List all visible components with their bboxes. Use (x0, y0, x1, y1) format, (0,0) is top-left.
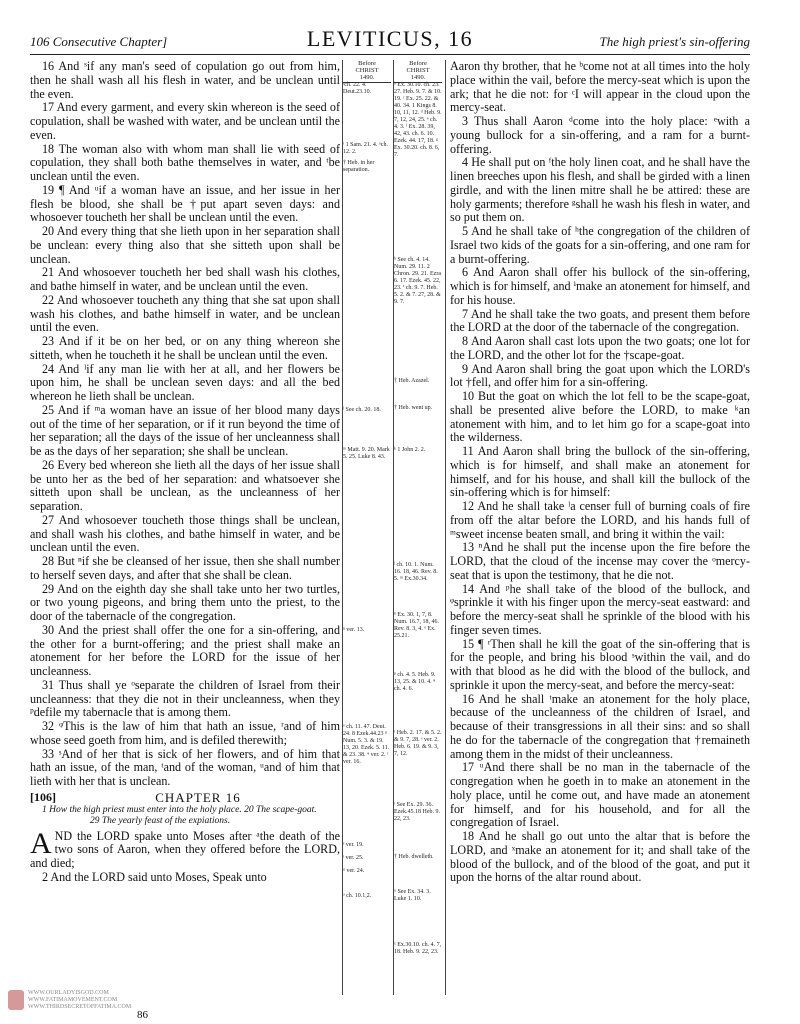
margin-reference: ᵒ ch. 11. 47. Deut. 24. 8 Ezek.44.23 ᵖ Num. 5. 3. & 19. 13, 20. Ezek. 5. 11. & 23. 38. ᵠ ver. 2. ʳ ver. 16. (343, 724, 390, 765)
verse: 17 And every garment, and every skin whereon is the seed of copulation, shall be washed with water, and be unclean until the even. (30, 100, 340, 142)
verse: 29 And on the eighth day she shall take unto her two turtles, or two young pigeons, and bring them unto the priest, to the door of the tabernacle of the congregation. (30, 581, 340, 623)
chapter-consecutive-number: [106] (30, 790, 56, 804)
verse: 16 And he shall ᵗmake an atonement for the holy place, because of the uncleanness of the children of Israel, and because of their transgressions in all their sins: and so shall he do for the tabernacle of the congregation that †remaineth among them in the midst of their uncleanness. (450, 691, 750, 761)
verse: 22 And whosoever toucheth any thing that she sat upon shall wash his clothes, and bathe himself in water, and be unclean until the even. (30, 292, 340, 335)
header-chapter-count: 106 Consecutive Chapter] (30, 34, 168, 49)
verse: 9 And Aaron shall bring the goat upon which the LORD's lot †fell, and offer him for a sin-offering. (450, 361, 750, 390)
margin-references-left (343, 60, 391, 899)
chapter-summary-1: 1 How the high priest must enter into the holy place. 20 The scape-goat. (42, 804, 317, 815)
verse-1: ND the LORD spake unto Moses after ᵃthe death of the two sons of Aaron, when they offered before the LORD, and died; (30, 828, 340, 870)
verse: 6 And Aaron shall offer his bullock of the sin-offering, which is for himself, and ⁱmake an atonement for himself, and for his house. (450, 265, 750, 307)
margin-reference: ᵗ ver. 25. (343, 855, 364, 861)
margin-reference: ᵘ ver. 24. (343, 868, 365, 874)
margin-reference: † Heb. in her separation. (343, 160, 375, 173)
margin-date-header: Before CHRIST 1490. (343, 60, 391, 83)
book-title: LEVITICUS, 16 (306, 26, 474, 51)
verse: 27 And whosoever toucheth those things shall be unclean, and shall wash his clothes, and bathe himself in water, and be unclean until the even. (30, 512, 340, 555)
verse: 10 But the goat on which the lot fell to be the scape-goat, shall be presented alive before the LORD, to make ᵏan atonement with him, and to let him go for a scape-goat into the wilderness. (450, 389, 750, 445)
margin-reference: ˣ Ex.30.10. ch. 4. 7, 18. Heb. 9. 22, 23. (394, 942, 442, 955)
page-number: 86 (137, 1009, 148, 1021)
verse: 8 And Aaron shall cast lots upon the two goats; one lot for the LORD, and the other lot for the †scape-goat. (450, 334, 750, 362)
verse: 28 But ⁿif she be cleansed of her issue, then she shall number to herself seven days, and after that she shall be clean. (30, 554, 340, 582)
verse: 32 ᵠThis is the law of him that hath an issue, ʳand of him whose seed goeth from him, and is defiled therewith; (30, 719, 340, 747)
left-text-column (30, 60, 340, 885)
verse: 14 And ᵖhe shall take of the blood of the bullock, and ᵠsprinkle it with his finger upon the mercy-seat eastward: and before the mercy-seat shall he sprinkle of the blood with his finger seven times. (450, 581, 750, 637)
margin-reference: ʰ See ch. 4. 14. Num. 29. 11. 2 Chron. 29. 21. Ezra 6. 17. Ezek. 45. 22, 23. ⁱ ch. 9. 7. Heb. 5. 2. & 7. 27, 28. & 9. 7. (394, 257, 441, 305)
verse: 30 And the priest shall offer the one for a sin-offering, and the other for a burnt-offering; and the priest shall make an atonement for her before the LORD for the issue of her uncleanness. (30, 622, 340, 678)
verse: 4 He shall put on ᶠthe holy linen coat, and he shall have the linen breeches upon his flesh, and shall be girded with a linen girdle, and with the linen mitre shall he be attired: these are holy garments; therefore ᵍshall he wash his flesh in water, and so put them on. (450, 155, 750, 225)
margin-reference: ᵇ Ex. 30.10. ch. 23. 27. Heb. 9. 7. & 10. 19. ᶜ Ex. 25. 22. & 40. 34. 1 Kings 8. 10, 11, 12. ᵈ Heb. 9. 7, 12, 24, 25. ᵉ ch. 4. 3. ᶠ Ex. 28. 39, 42, 43. ch. 6. 10. Ezek. 44. 17, 18. ᵍ Ex. 30.20. ch. 8. 6, 7. (394, 82, 442, 158)
margin-date-header: Before CHRIST 1490. (394, 60, 442, 83)
verse: 23 And if it be on her bed, or on any thing whereon she sitteth, when he toucheth it he shall be unclean until the even. (30, 334, 340, 362)
verse: 16 And ˢif any man's seed of copulation go out from him, then he shall wash all his flesh in water, and be unclean until the even. (30, 59, 340, 101)
verse: 18 The woman also with whom man shall lie with seed of copulation, they shall both bathe themselves in water, and ᵗbe unclean until the even. (30, 141, 340, 183)
verse: 11 And Aaron shall bring the bullock of the sin-offering, which is for himself, and shall make an atonement for himself, and for his house, and shall kill the bullock of the sin-offering which is for himself: (450, 444, 750, 500)
margin-reference: † Heb. went up. (394, 405, 433, 411)
verse: 18 And he shall go out unto the altar that is before the LORD, and ˣmake an atonement for it; and shall take of the blood of the bullock, and of the blood of the goat, and put it upon the horns of the altar round about. (450, 829, 750, 885)
verse: 26 Every bed whereon she lieth all the days of her issue shall be unto her as the bed of her separation: and whatsoever she sitteth upon shall be unclean, as the uncleanness of her separation. (30, 457, 340, 513)
chapter-title: CHAPTER 16 (155, 790, 241, 805)
margin-reference: ˡ ch. 10. 1. Num. 16. 18, 46. Rev. 8. 5. ᵐ Ex.30.34. (394, 562, 438, 582)
margin-reference: ᵗ See Ex. 29. 36. Ezek.45.18 Heb. 9. 22, 23. (394, 802, 440, 822)
verse: 25 And if ᵐa woman have an issue of her blood many days out of the time of her separation, or if it run beyond the time of her separation; all the days of the issue of her uncleanness shall be as the days of her separation; she shall be unclean. (30, 402, 340, 458)
verse: 13 ⁿAnd he shall put the incense upon the fire before the LORD, that the cloud of the incense may cover the ᵒmercy-seat that is upon the testimony, that he die not. (450, 540, 750, 582)
margin-reference: ⁿ ver. 13. (343, 627, 365, 633)
verse: 7 And he shall take the two goats, and present them before the LORD at the door of the tabernacle of the congregation. (450, 306, 750, 335)
verse: 12 And he shall take ˡa censer full of burning coals of fire from off the altar before the LORD, and his hands full of ᵐsweet incense beaten small, and bring it within the vail: (450, 499, 750, 541)
right-text-column (450, 60, 750, 885)
verse-2: 2 And the LORD said unto Moses, Speak unto (42, 869, 267, 884)
margin-reference: ᵗ 1 Sam. 21. 4. ᵘch. 12. 2. (343, 142, 388, 155)
verse: 31 Thus shall ye ᵒseparate the children of Israel from their uncleanness: that they die not in their uncleanness, when they ᵖdefile my tabernacle that is among them. (30, 677, 340, 720)
verse: 15 ¶ ʳThen shall he kill the goat of the sin-offering that is for the people, and bring his blood ˢwithin the vail, and do with that blood as he did with the blood of the bullock, and sprinkle it upon the mercy-seat, and before the mercy-seat: (450, 636, 750, 692)
margin-reference: ʳ Heb. 2. 17. & 5. 2. & 9. 7, 28. ˢ ver. 2. Heb. 6. 19. & 9. 3, 7, 12. (394, 730, 442, 757)
column-divider (445, 60, 446, 995)
verse: 24 And ˡif any man lie with her at all, and her flowers be upon him, he shall be unclean seven days: and all the bed whereon he lieth shall be unclean. (30, 361, 340, 403)
watermark-text: WWW.OURLADYISGOD.COM WWW.FATIMAMOVEMENT.COM WWW.THIRDSECRETOFFATIMA.COM (28, 990, 132, 1010)
verse: 17 ᵘAnd there shall be no man in the tabernacle of the congregation when he goeth in to make an atonement in the holy place, until he come out, and have made an atonement for himself, and for his household, and for all the congregation of Israel. (450, 760, 750, 830)
verse: 19 ¶ And ᵘif a woman have an issue, and her issue in her flesh be blood, she shall be †put apart seven days: and whosoever toucheth her shall be unclean until the even. (30, 182, 340, 225)
watermark-logo-icon (8, 990, 24, 1010)
margin-reference: ᵖ ch. 4. 5. Heb. 9. 13, 25. & 10. 4. ᵠ ch. 4. 6. (394, 672, 436, 692)
margin-reference: ˢch. 22. 4. Deut.23.10. (343, 82, 372, 95)
verse: 20 And every thing that she lieth upon in her separation shall be unclean: every thing also that she sitteth upon shall be unclean. (30, 224, 340, 266)
verse: 21 And whosoever toucheth her bed shall wash his clothes, and bathe himself in water, and be unclean until the even. (30, 265, 340, 293)
margin-reference: ᵏ 1 John 2. 2. (394, 447, 426, 453)
margin-reference: ⁿ Ex. 30. 1, 7, 8. Num. 16.7, 18, 46. Rev. 8. 3, 4. ᵒ Ex. 25.21. (394, 612, 439, 639)
verse: 33 ˢAnd of her that is sick of her flowers, and of him that hath an issue, of the man, ᵗand of the woman, ᵘand of him that lieth with her that is unclean. (30, 746, 340, 788)
chapter-heading-block (30, 791, 340, 885)
page-header (30, 26, 750, 55)
margin-reference: ᵐ Matt. 9. 20. Mark 5. 25. Luke 8. 43. (343, 447, 390, 460)
margin-reference: † Heb. Azazel. (394, 378, 430, 384)
verse: 3 Thus shall Aaron ᵈcome into the holy place: ᵉwith a young bullock for a sin-offering, and a ram for a burnt-offering. (450, 114, 750, 156)
margin-reference: † Heb. dwelleth. (394, 854, 434, 860)
drop-cap: A (30, 826, 52, 860)
margin-reference: ᵘ See Ex. 34. 3. Luke 1. 10. (394, 889, 431, 902)
verse: Aaron thy brother, that he ᵇcome not at all times into the holy place within the vail, before the mercy-seat which is upon the ark; that he die not: for ᶜI will appear in the cloud upon the mercy-seat. (450, 59, 750, 115)
header-topic: The high priest's sin-offering (599, 34, 750, 49)
margin-reference: ᵃ ch. 10.1,2. (343, 893, 372, 899)
verse: 5 And he shall take of ʰthe congregation of the children of Israel two kids of the goats for a sin-offering, and one ram for a burnt-offering. (450, 224, 750, 266)
margin-reference: ˡ See ch. 20. 18. (343, 407, 381, 413)
margin-reference: ˢ ver. 19. (343, 842, 364, 848)
chapter-summary-2: 29 The yearly feast of the expiations. (90, 815, 231, 826)
margin-references-right (394, 60, 442, 955)
